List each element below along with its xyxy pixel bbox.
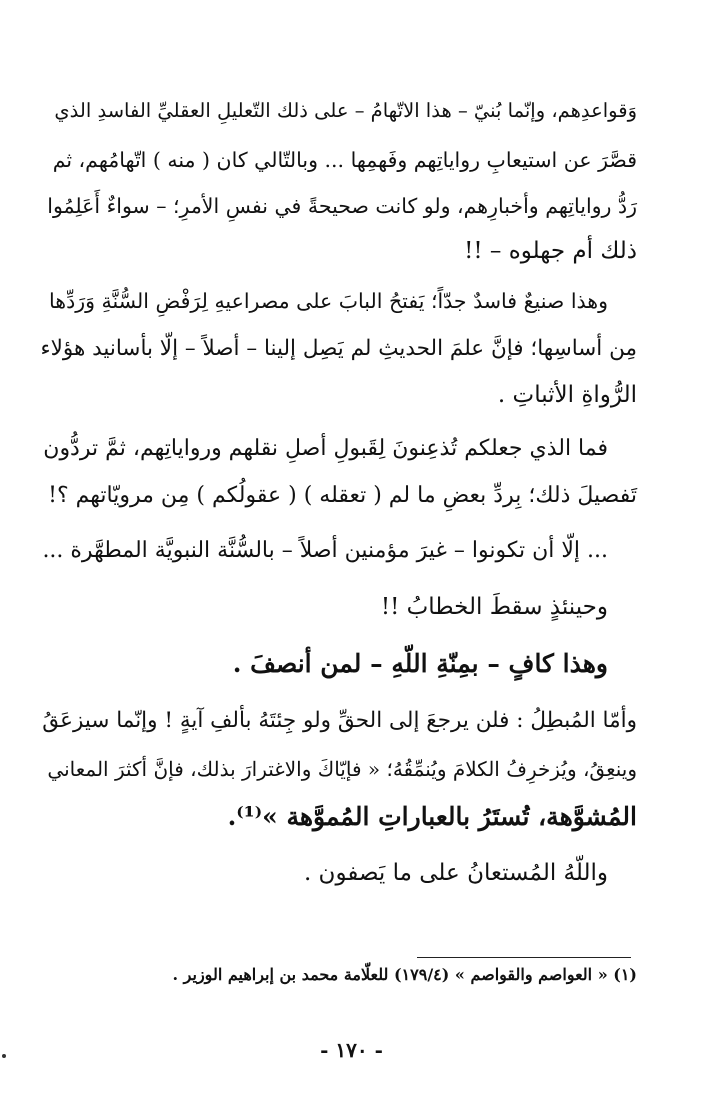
footnote: (١) « العواصم والقواصم » (١٧٩/٤) للعلّامة محمد بن إبراهيم الوزير . bbox=[172, 965, 637, 984]
text-line: ... إلّا أن تكونوا – غيرَ مؤمنين أصلاً – بالسُّنَّة النبويَّة المطهَّرة ... bbox=[42, 538, 608, 563]
text-line: ذلك أم جهلوه – !! bbox=[464, 238, 637, 264]
text-line: وَقواعدِهم، وإنّما بُنيّ – هذا الاتّهامُ – على ذلك التّعليلِ العقليِّ الفاسدِ الذي bbox=[54, 99, 637, 122]
text-line: الرُّواةِ الأثباتِ . bbox=[497, 382, 637, 408]
text-line: وينعِقُ، ويُزخرِفُ الكلامَ ويُنمِّقُهُ؛ « فإيّاكَ والاغترارَ بذلك، فإنَّ أكثرَ المعاني bbox=[47, 757, 637, 781]
text-line: رَدُّ رواياتِهم وأخبارِهم، ولو كانت صحيحةً في نفسِ الأمرِ؛ – سواءٌ أَعَلِمُوا bbox=[47, 194, 637, 218]
scan-mark bbox=[2, 1054, 6, 1058]
text-line: المُشوَّهة، تُستَرُ بالعباراتِ المُموَّهة »⁽¹⁾. bbox=[227, 802, 637, 831]
text-line: قصَّرَ عن استيعابِ رواياتِهم وفَهمِها ... وبالتّالي كان ( منه ) اتّهامُهم، ثم bbox=[52, 148, 637, 172]
text-line: وأمّا المُبطِلُ : فلن يرجعَ إلى الحقِّ ولو جِئتَهُ بألفِ آيةٍ ! وإنّما سيزعَقُ bbox=[42, 708, 637, 733]
text-line: واللّهُ المُستعانُ على ما يَصفون . bbox=[303, 860, 608, 886]
emphasis-line: وهذا كافٍ – بمِنّةِ اللّهِ – لمن أنصفَ . bbox=[232, 649, 608, 678]
text-line: تَفصيلَ ذلك؛ بِردِّ بعضِ ما لم ( تعقله ) ( عقولُكم ) مِن مرويّاتهم ؟! bbox=[48, 483, 637, 508]
text-line: فما الذي جعلكم تُذعِنونَ لِقَبولِ أصلِ نقلهم ورواياتِهم، ثمَّ تردُّون bbox=[43, 436, 608, 461]
text-line: مِن أساسِها؛ فإنَّ علمَ الحديثِ لم يَصِل إلينا – أصلاً – إلّا بأسانيد هؤلاء bbox=[40, 336, 637, 361]
text-line: وهذا صنيعٌ فاسدٌ جدّاً؛ يَفتحُ البابَ على مصراعيهِ لِرَفْضِ السُّنَّةِ وَرَدِّها bbox=[49, 289, 608, 313]
footnote-separator bbox=[417, 957, 631, 958]
text-line: وحينئذٍ سقطَ الخطابُ !! bbox=[380, 594, 608, 620]
page-number: - ١٧٠ - bbox=[320, 1038, 383, 1062]
